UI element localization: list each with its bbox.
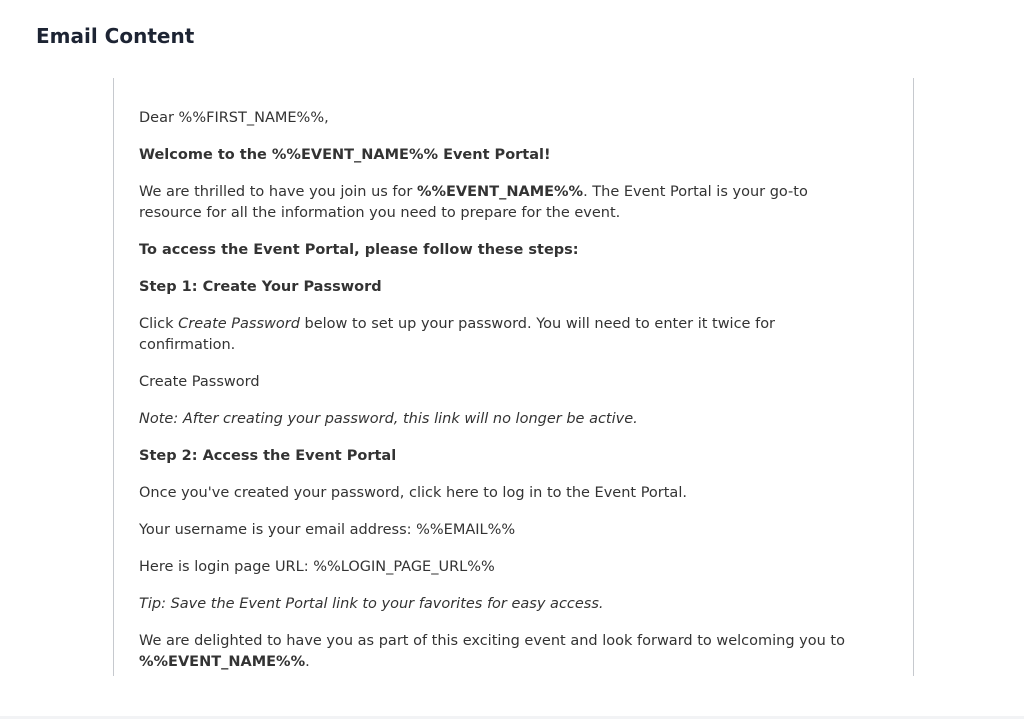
click-here-link[interactable]: click here — [408, 485, 479, 501]
email-preview-frame[interactable] — [113, 78, 914, 676]
steps-heading — [139, 240, 874, 261]
step2-text-end: to log in to the Event Portal. — [478, 485, 687, 501]
email-body — [139, 108, 874, 676]
tip-line — [139, 594, 874, 615]
create-password-paragraph — [139, 372, 874, 393]
intro-paragraph — [139, 182, 874, 224]
step1-heading — [139, 277, 874, 298]
closing-event-name: %%EVENT_NAME%% — [139, 654, 306, 670]
tip-text: Tip: Save the Event Portal link to your favorites for easy access. — [139, 596, 604, 612]
step2-heading-text: Step 2: Access the Event Portal — [139, 448, 397, 464]
step2-instructions — [139, 483, 874, 504]
closing-paragraph — [139, 631, 874, 673]
intro-event-name: %%EVENT_NAME%% — [416, 184, 584, 200]
login-url-line: Here is login page URL: %%LOGIN_PAGE_URL%% — [139, 559, 495, 575]
step1-instructions — [139, 314, 874, 356]
section-title: Email Content — [36, 24, 195, 48]
username-line: Your username is your email address: %%EMAIL%% — [139, 522, 516, 538]
step1-text-emphasis: Create Password — [178, 316, 300, 332]
welcome-text: Welcome to the %%EVENT_NAME%% Event Portal! — [139, 147, 551, 163]
step1-text-start: Click — [139, 316, 179, 332]
step1-note — [139, 409, 874, 430]
step1-heading-text: Step 1: Create Your Password — [139, 279, 382, 295]
closing-text-start: We are delighted to have you as part of this exciting event and look forward to welcoming you to — [139, 633, 845, 649]
step2-text-start: Once you've created your password, — [139, 485, 409, 501]
step1-note-text: Note: After creating your password, this link will no longer be active. — [139, 411, 638, 427]
greeting: Dear %%FIRST_NAME%%, — [139, 110, 329, 126]
intro-text-end: . The Event Portal is your go-to resource for all the information you need to prepare for the event. — [139, 184, 808, 221]
step1-text-end: below to set up your password. You will need to enter it twice for confirmation. — [139, 316, 776, 353]
welcome-heading — [139, 145, 874, 166]
step2-heading — [139, 446, 874, 467]
create-password-link[interactable]: Create Password — [139, 374, 260, 390]
intro-text-start: We are thrilled to have you join us for — [139, 184, 417, 200]
closing-text-end: . — [305, 654, 310, 670]
steps-heading-text: To access the Event Portal, please follow these steps: — [139, 242, 579, 258]
